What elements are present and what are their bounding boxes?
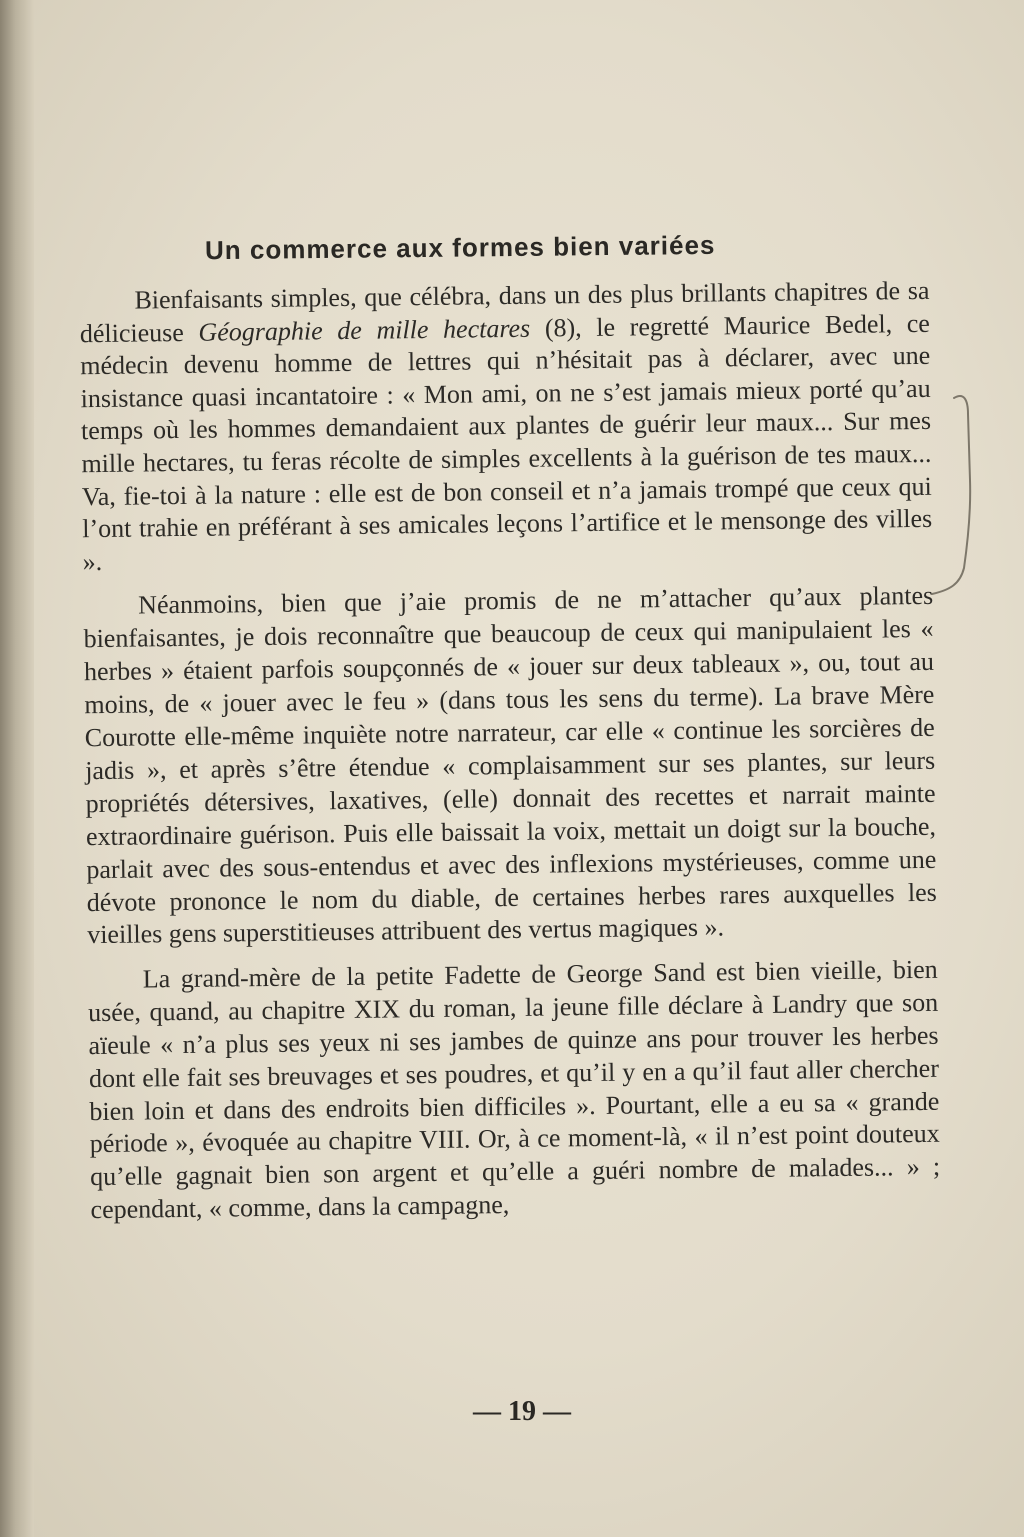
- body-text: [79, 275, 940, 1227]
- book-title: Géographie de mille hectares: [198, 313, 531, 347]
- paragraph-1: [79, 275, 933, 579]
- paragraph-1-text-after: (8), le regretté Maurice Bedel, ce médecin devenu homme de lettres qui n’hésitait pas à déclarer, avec une insistance quasi incantatoire : « Mon ami, on ne s’est jamais mieux porté qu’au temps où les hommes demandaient aux plantes de guérir leur maux... Sur mes mille hectares, tu feras récolte de simples excellents à la guérison de tes maux... Va, fie-toi à la nature : elle est de bon conseil et n’a jamais trompé que ceux qui l’ont trahie en préférant à ses amicales leçons l’artifice et le mensonge des villes ».: [80, 308, 933, 576]
- page-number: — 19 —: [473, 1396, 571, 1427]
- paragraph-1-text-before: Bienfaisants simples, que célébra, dans un des plus brillants chapitres de sa délicieuse: [79, 275, 930, 348]
- section-title: Un commerce aux formes bien variées: [204, 229, 716, 266]
- paragraph-2: Néanmoins, bien que j’aie promis de ne m’attacher qu’aux plantes bienfaisantes, je dois reconnaître que beaucoup de ceux qui manipulaient les « herbes » étaient parfois soupçonnés de « jouer sur deux tableaux », ou, tout au moins, de « jouer avec le feu » (dans tous les sens du terme). La brave Mère Courotte elle-même inquiète notre narrateur, car elle « continue les sorcières de jadis », et après s’être étendue « complaisamment sur ses plantes, sur leurs propriétés détersives, laxatives, (elle) donnait des recettes et narrait mainte extraordinaire guérison. Puis elle baissait la voix, mettait un doigt sur la bouche, parlait avec des sous-entendus et avec des inflexions mystérieuses, comme une dévote prononce le nom du diable, de certaines herbes rares auxquelles les vieilles gens superstitieuses attribuent des vertus magiques ».: [83, 581, 937, 950]
- book-gutter: [0, 0, 34, 1537]
- paragraph-3: La grand-mère de la petite Fadette de George Sand est bien vieille, bien usée, quand, au chapitre XIX du roman, la jeune fille déclare à Landry que son aïeule « n’a plus ses yeux ni ses jambes de quinze ans pour trouver les herbes dont elle fait ses breuvages et ses poudres, et qu’il y en a qu’il faut aller chercher bien loin et dans des endroits bien difficiles ». Pourtant, elle a eu sa « grande période », évoquée au chapitre VIII. Or, à ce moment-là, « il n’est point douteux qu’elle gagnait bien son argent et qu’elle a guéri nombre de malades... » ; cependant, « comme, dans la campagne,: [87, 955, 941, 1225]
